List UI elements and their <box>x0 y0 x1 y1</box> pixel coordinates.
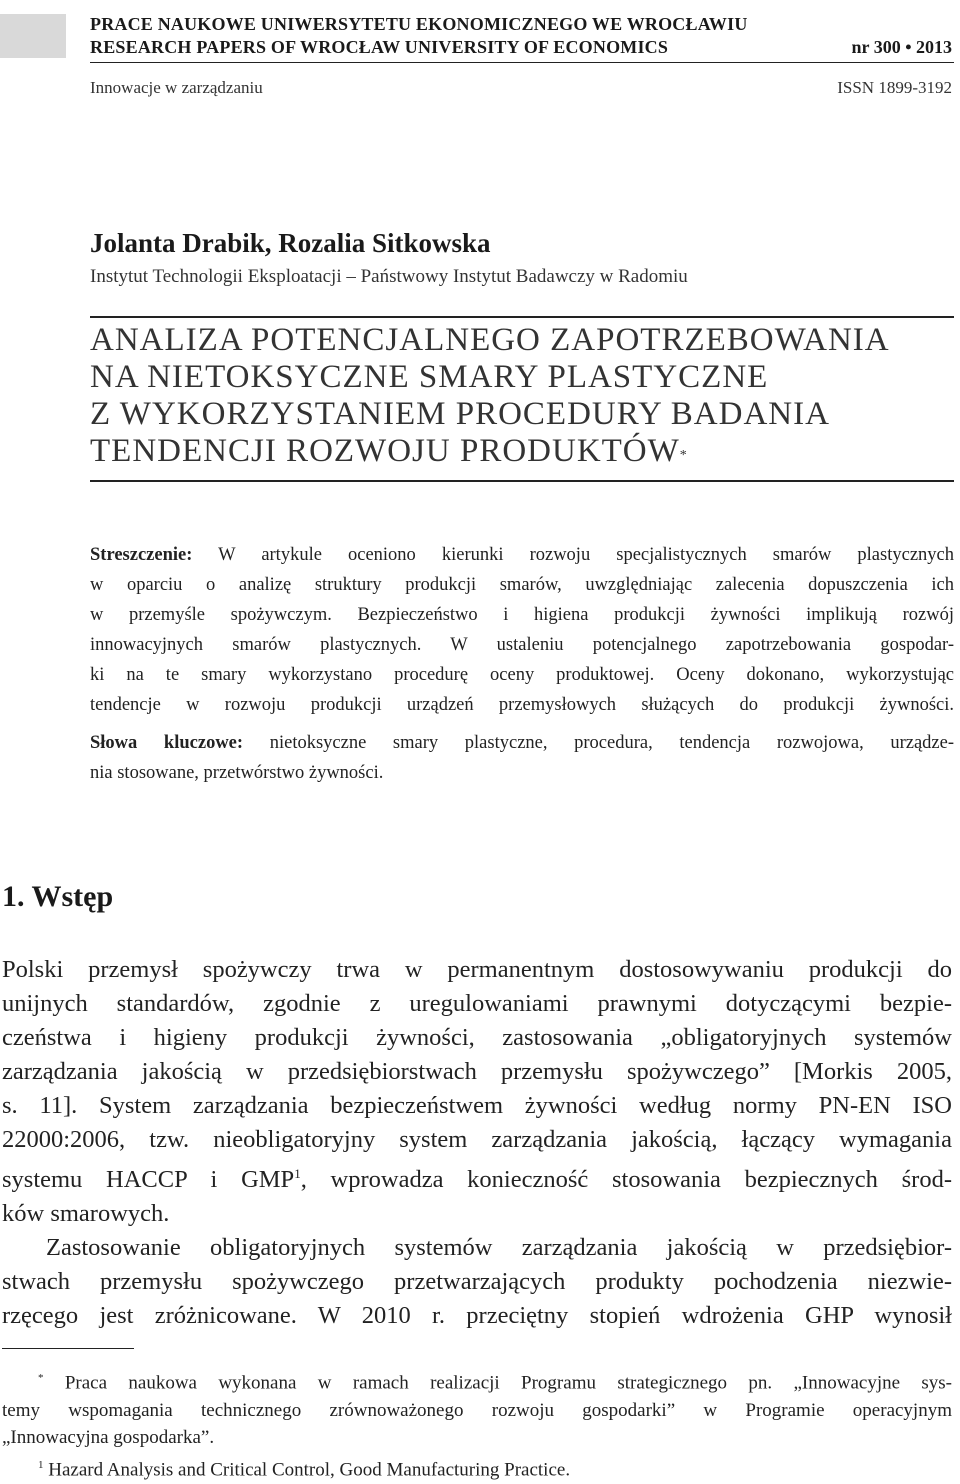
body-line: zarządzania jakością w przedsiębiorstwach przemysłu spożywczego” [Morkis 2005, <box>2 1058 952 1085</box>
body-line: 22000:2006, tzw. nieobligatoryjny system zarządzania jakością, łączący wymagania <box>2 1126 952 1153</box>
article-authors: Jolanta Drabik, Rozalia Sitkowska <box>90 228 491 258</box>
body-line: s. 11]. System zarządzania bezpieczeństwem żywności według normy PN-EN ISO <box>2 1092 952 1119</box>
article-title <box>90 322 954 470</box>
series-title-pl: PRACE NAUKOWE UNIWERSYTETU EKONOMICZNEGO WE WROCŁAWIU <box>90 14 748 34</box>
section-heading: 1. Wstęp <box>2 880 114 913</box>
title-line: ANALIZA POTENCJALNEGO ZAPOTRZEBOWANIA <box>90 322 890 358</box>
footnote-line: „Innowacyjna gospodarka”. <box>2 1427 215 1449</box>
footnote-mark-1: 1 <box>38 1458 44 1471</box>
footnote-line: temy wspomagania technicznego zrównoważonego rozwoju gospodarki” w Programie operacyjnym <box>2 1399 952 1421</box>
body-line: ków smarowych. <box>2 1200 170 1228</box>
abstract-line: w przemyśle spożywczym. Bezpieczeństwo i higiena produkcji żywności implikują rozwój <box>90 605 954 625</box>
abstract-line: w oparciu o analizę struktury produkcji smarów, uwzględniając zalecenia dopuszczenia ich <box>90 575 954 595</box>
body-line <box>2 1157 952 1197</box>
title-line <box>90 433 954 470</box>
journal-section: Innowacje w zarządzaniu <box>90 78 263 97</box>
footnote-line <box>2 1365 952 1397</box>
series-title-en: RESEARCH PAPERS OF WROCŁAW UNIVERSITY OF ECONOMICS <box>90 37 669 57</box>
author-affiliation: Instytut Technologii Eksploatacji – Państwowy Instytut Badawczy w Radomiu <box>90 266 688 287</box>
abstract-line: tendencje w rozwoju produkcji urządzeń przemysłowych służących do produkcji żywności. <box>90 695 954 715</box>
keywords <box>90 728 954 788</box>
keywords-label: Słowa kluczowe: <box>90 733 244 753</box>
title-last-text: TENDENCJI ROZWOJU PRODUKTÓW <box>90 433 680 469</box>
title-line: Z WYKORZYSTANIEM PROCEDURY BADANIA <box>90 396 830 432</box>
section-body <box>2 953 952 1333</box>
body-line: czeństwa i higieny produkcji żywności, zastosowania „obligatoryjnych systemów <box>2 1024 952 1051</box>
footnote-text: Hazard Analysis and Critical Control, Good Manufacturing Practice. <box>48 1459 571 1481</box>
issue-number: nr 300 • 2013 <box>851 37 952 57</box>
footnote-line <box>2 1452 952 1484</box>
header-rule <box>90 62 954 63</box>
body-line: rzęcego jest zróżnicowane. W 2010 r. przeciętny stopień wdrożenia GHP wynosił <box>2 1302 952 1330</box>
title-line: NA NIETOKSYCZNE SMARY PLASTYCZNE <box>90 359 769 395</box>
title-footnote-mark: * <box>679 448 688 463</box>
abstract <box>90 540 954 720</box>
title-rule-top <box>90 316 954 318</box>
abstract-label: Streszczenie: <box>90 545 193 565</box>
body-text: systemu HACCP i GMP <box>2 1166 295 1194</box>
footnote-mark-star: * <box>38 1372 44 1384</box>
abstract-line <box>90 540 954 570</box>
keywords-first-text: nietoksyczne smary plastyczne, procedura, tendencja rozwojowa, urządze- <box>269 733 954 753</box>
keywords-line <box>90 728 954 758</box>
abstract-line: ki na te smary wykorzystano procedurę oceny produktowej. Oceny dokonano, wykorzystując <box>90 665 954 685</box>
abstract-line: innowacyjnych smarów plastycznych. W ustaleniu potencjalnego zapotrzebowania gospodar- <box>90 635 954 655</box>
footnote-ref: 1 <box>294 1166 301 1181</box>
title-rule-bottom <box>90 480 954 482</box>
body-line: stwach przemysłu spożywczego przetwarzających produkty pochodzenia niezwie- <box>2 1268 952 1296</box>
body-text: , wprowadza konieczność stosowania bezpiecznych środ- <box>300 1166 952 1194</box>
header-gray-block <box>0 14 66 58</box>
keywords-line: nia stosowane, przetwórstwo żywności. <box>90 763 384 783</box>
footnote-rule <box>2 1348 134 1349</box>
body-line: Zastosowanie obligatoryjnych systemów zarządzania jakością w przedsiębior- <box>46 1234 952 1262</box>
body-line: unijnych standardów, zgodnie z uregulowaniami prawnymi dotyczącymi bezpie- <box>2 990 952 1017</box>
issn: ISSN 1899-3192 <box>837 78 952 97</box>
body-line: Polski przemysł spożywczy trwa w permanentnym dostosowywaniu produkcji do <box>2 956 952 983</box>
abstract-first-text: W artykule oceniono kierunki rozwoju specjalistycznych smarów plastycznych <box>218 545 954 565</box>
footnote-text: Praca naukowa wykonana w ramach realizacji Programu strategicznego pn. „Innowacyjne sys- <box>64 1372 953 1394</box>
footnotes <box>2 1365 952 1484</box>
